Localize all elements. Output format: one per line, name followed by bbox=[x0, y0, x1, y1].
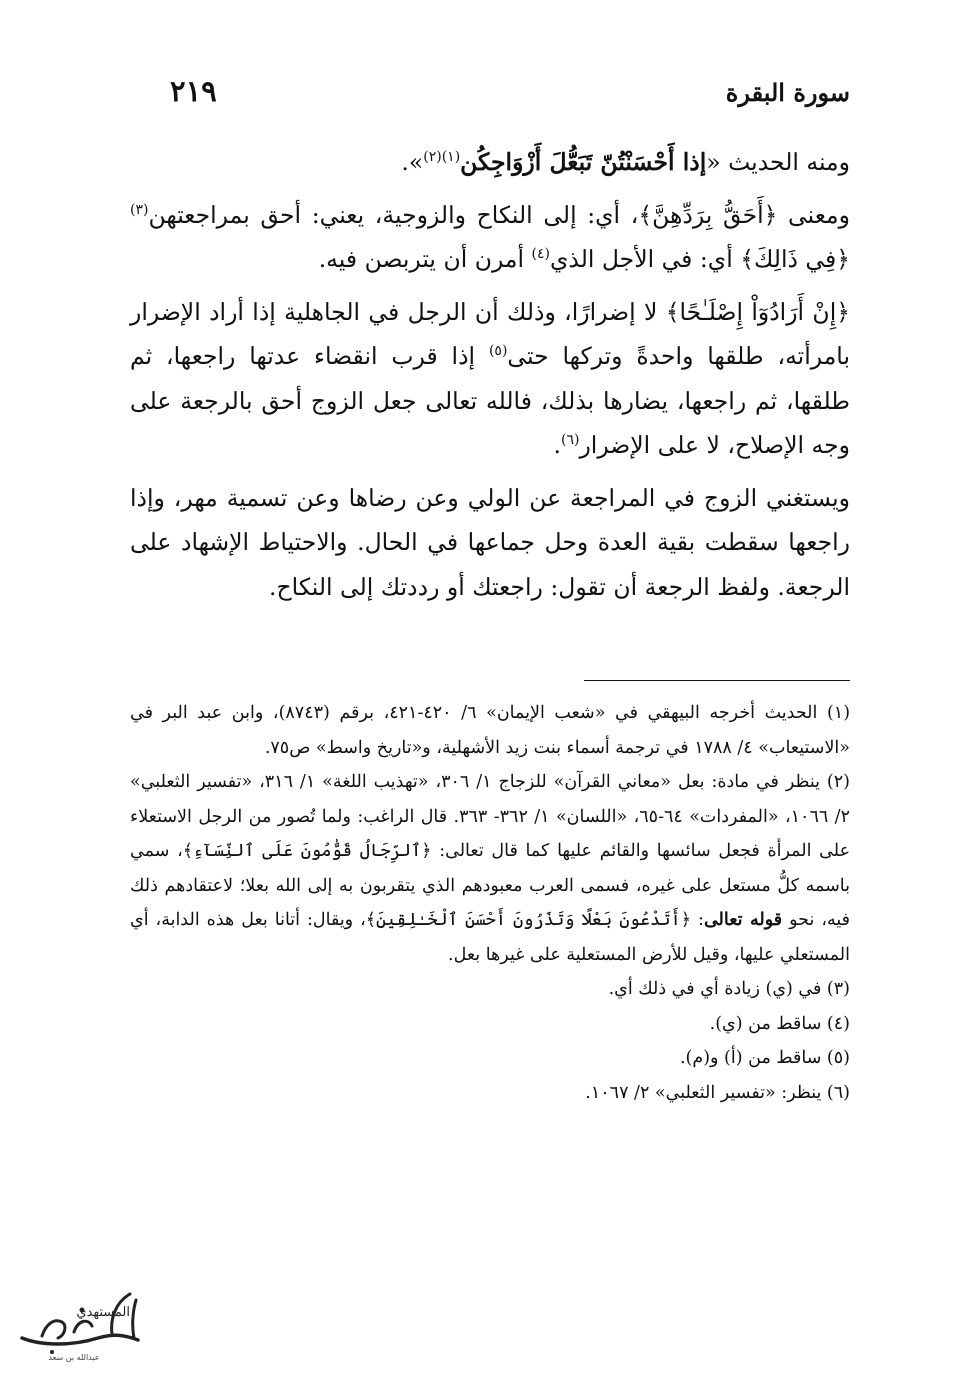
text-span: ومنه الحديث « bbox=[706, 148, 850, 176]
logo-wordmark: المستهدي bbox=[76, 1305, 130, 1320]
paragraph-islah bbox=[130, 290, 850, 468]
text-span: لا إضرارًا، وذلك أن الرجل في الجاهلية إذا أراد الإضرار بامرأته، طلقها واحدةً وتركها حتى bbox=[130, 297, 850, 370]
paragraph-hadith bbox=[130, 140, 850, 185]
text-span: أي: في الأجل الذي bbox=[549, 245, 741, 273]
text-span: : bbox=[691, 910, 704, 930]
quran-quote: ﴿أَحَقُّ بِرَدِّهِنَّ﴾ bbox=[638, 200, 778, 229]
footnote-ref-4[interactable]: (٤) bbox=[531, 246, 550, 263]
logo-subtext: عبدالله بن سعد bbox=[48, 1353, 100, 1362]
paragraph-raj3a: ويستغني الزوج في المراجعة عن الولي وعن رضاها وعن تسمية مهر، وإذا راجعها سقطت بقية العدة وحل جماعها في الحال. والاحتياط الإشهاد على الرجعة. ولفظ الرجعة أن تقول: راجعتك أو رددتك إلى النكاح. bbox=[130, 483, 850, 601]
text-span: ، ويقال: أتانا بعل هذه الدابة، أي المستعلي عليها، وقيل للأرض المستعلية على غيرها بعل. bbox=[130, 910, 850, 965]
text-span: ومعنى bbox=[777, 200, 850, 229]
footnote-ref-5[interactable]: (٥) bbox=[488, 343, 508, 360]
footnote-ref-1[interactable]: (١) bbox=[441, 149, 461, 166]
footnote-separator bbox=[584, 680, 850, 681]
text-span: ، أي: إلى النكاح والزوجية، يعني: أحق بمراجعتهن bbox=[148, 200, 639, 229]
quran-quote: ﴿إِنْ أَرَادُوٓاْ إِصْلَـٰحًا﴾ bbox=[665, 297, 850, 326]
text-span: . bbox=[553, 431, 561, 459]
text-span: إذا قرب انقضاء عدتها راجعها، ثم طلقها، ثم راجعها، يضارها بذلك، فالله تعالى جعل الزوج أحق بالرجعة على وجه الإصلاح، لا على الإضرار bbox=[130, 342, 850, 459]
paragraph-meaning bbox=[130, 193, 850, 282]
footnote-ref-6[interactable]: (٦) bbox=[560, 432, 580, 449]
footnote-2 bbox=[130, 765, 850, 972]
publisher-logo bbox=[12, 1288, 152, 1368]
text-span: ، سمي باسمه كلُّ مستعل على غيره، فسمى العرب معبودهم الذي يتقربون به إلى الله بعلا؛ لاعتقادهم ذلك فيه، نحو bbox=[130, 841, 851, 930]
footnotes bbox=[130, 696, 850, 1110]
quran-quote: ﴿أَتَدْعُونَ بَعْلًا وَتَذَرُونَ أَحْسَنَ ٱلْخَـٰلِقِينَ﴾ bbox=[365, 910, 692, 930]
footnote-ref-3[interactable]: (٣) bbox=[130, 201, 149, 218]
text-span: أمرن أن يتربصن فيه. bbox=[318, 245, 532, 273]
footnote-ref-2[interactable]: (٢) bbox=[423, 149, 442, 166]
bold-phrase: قوله تعالى bbox=[703, 910, 783, 930]
quran-quote: ﴿فِي ذَالِكَ﴾ bbox=[740, 245, 850, 273]
main-text bbox=[130, 140, 850, 609]
footnote-6: (٦) ينظر: «تفسير الثعلبي» ٢/ ١٠٦٧. bbox=[585, 1082, 850, 1103]
page-number: ٢١٩ bbox=[170, 74, 217, 108]
footnote-4: (٤) ساقط من (ي). bbox=[709, 1013, 850, 1034]
footnote-5: (٥) ساقط من (أ) و(م). bbox=[679, 1048, 850, 1068]
footnote-1: (١) الحديث أخرجه البيهقي في «شعب الإيمان» ٦/ ٤٢٠-٤٢١، برقم (٨٧٤٣)، وابن عبد البر في «الاستيعاب» ٤/ ١٧٨٨ في ترجمة أسماء بنت زيد الأشهلية، و«تاريخ واسط» ص٧٥. bbox=[130, 703, 851, 758]
text-span: ». bbox=[401, 148, 424, 176]
text-span: (٢) ينظر في مادة: بعل «معاني القرآن» للزجاج ١/ ٣٠٦، «تهذيب اللغة» ١/ ٣١٦، «تفسير الثعلبي» ٢/ ١٠٦٦، «المفردات» ٦٤-٦٥، «اللسان» ١/ ٣٦٢- ٣٦٣. قال الراغب: ولما تُصور من الرجل الاستعلاء على المرأة فجعل سائسها والقائم عليها كما قال تعالى: bbox=[130, 772, 851, 861]
page-header bbox=[170, 74, 850, 124]
footnote-3: (٣) في (ي) زيادة أي في ذلك أي. bbox=[608, 979, 850, 999]
hadith-quote: إذا أَحْسَنْتُنّ تَبَعُّلَ أَزْوَاجِكُن bbox=[460, 148, 707, 176]
surah-title: سورة البقرة bbox=[725, 78, 850, 107]
quran-quote: ﴿ٱلرِّجَالُ قَوَّٰمُونَ عَلَى ٱلنِّسَآءِ﴾ bbox=[182, 841, 432, 861]
